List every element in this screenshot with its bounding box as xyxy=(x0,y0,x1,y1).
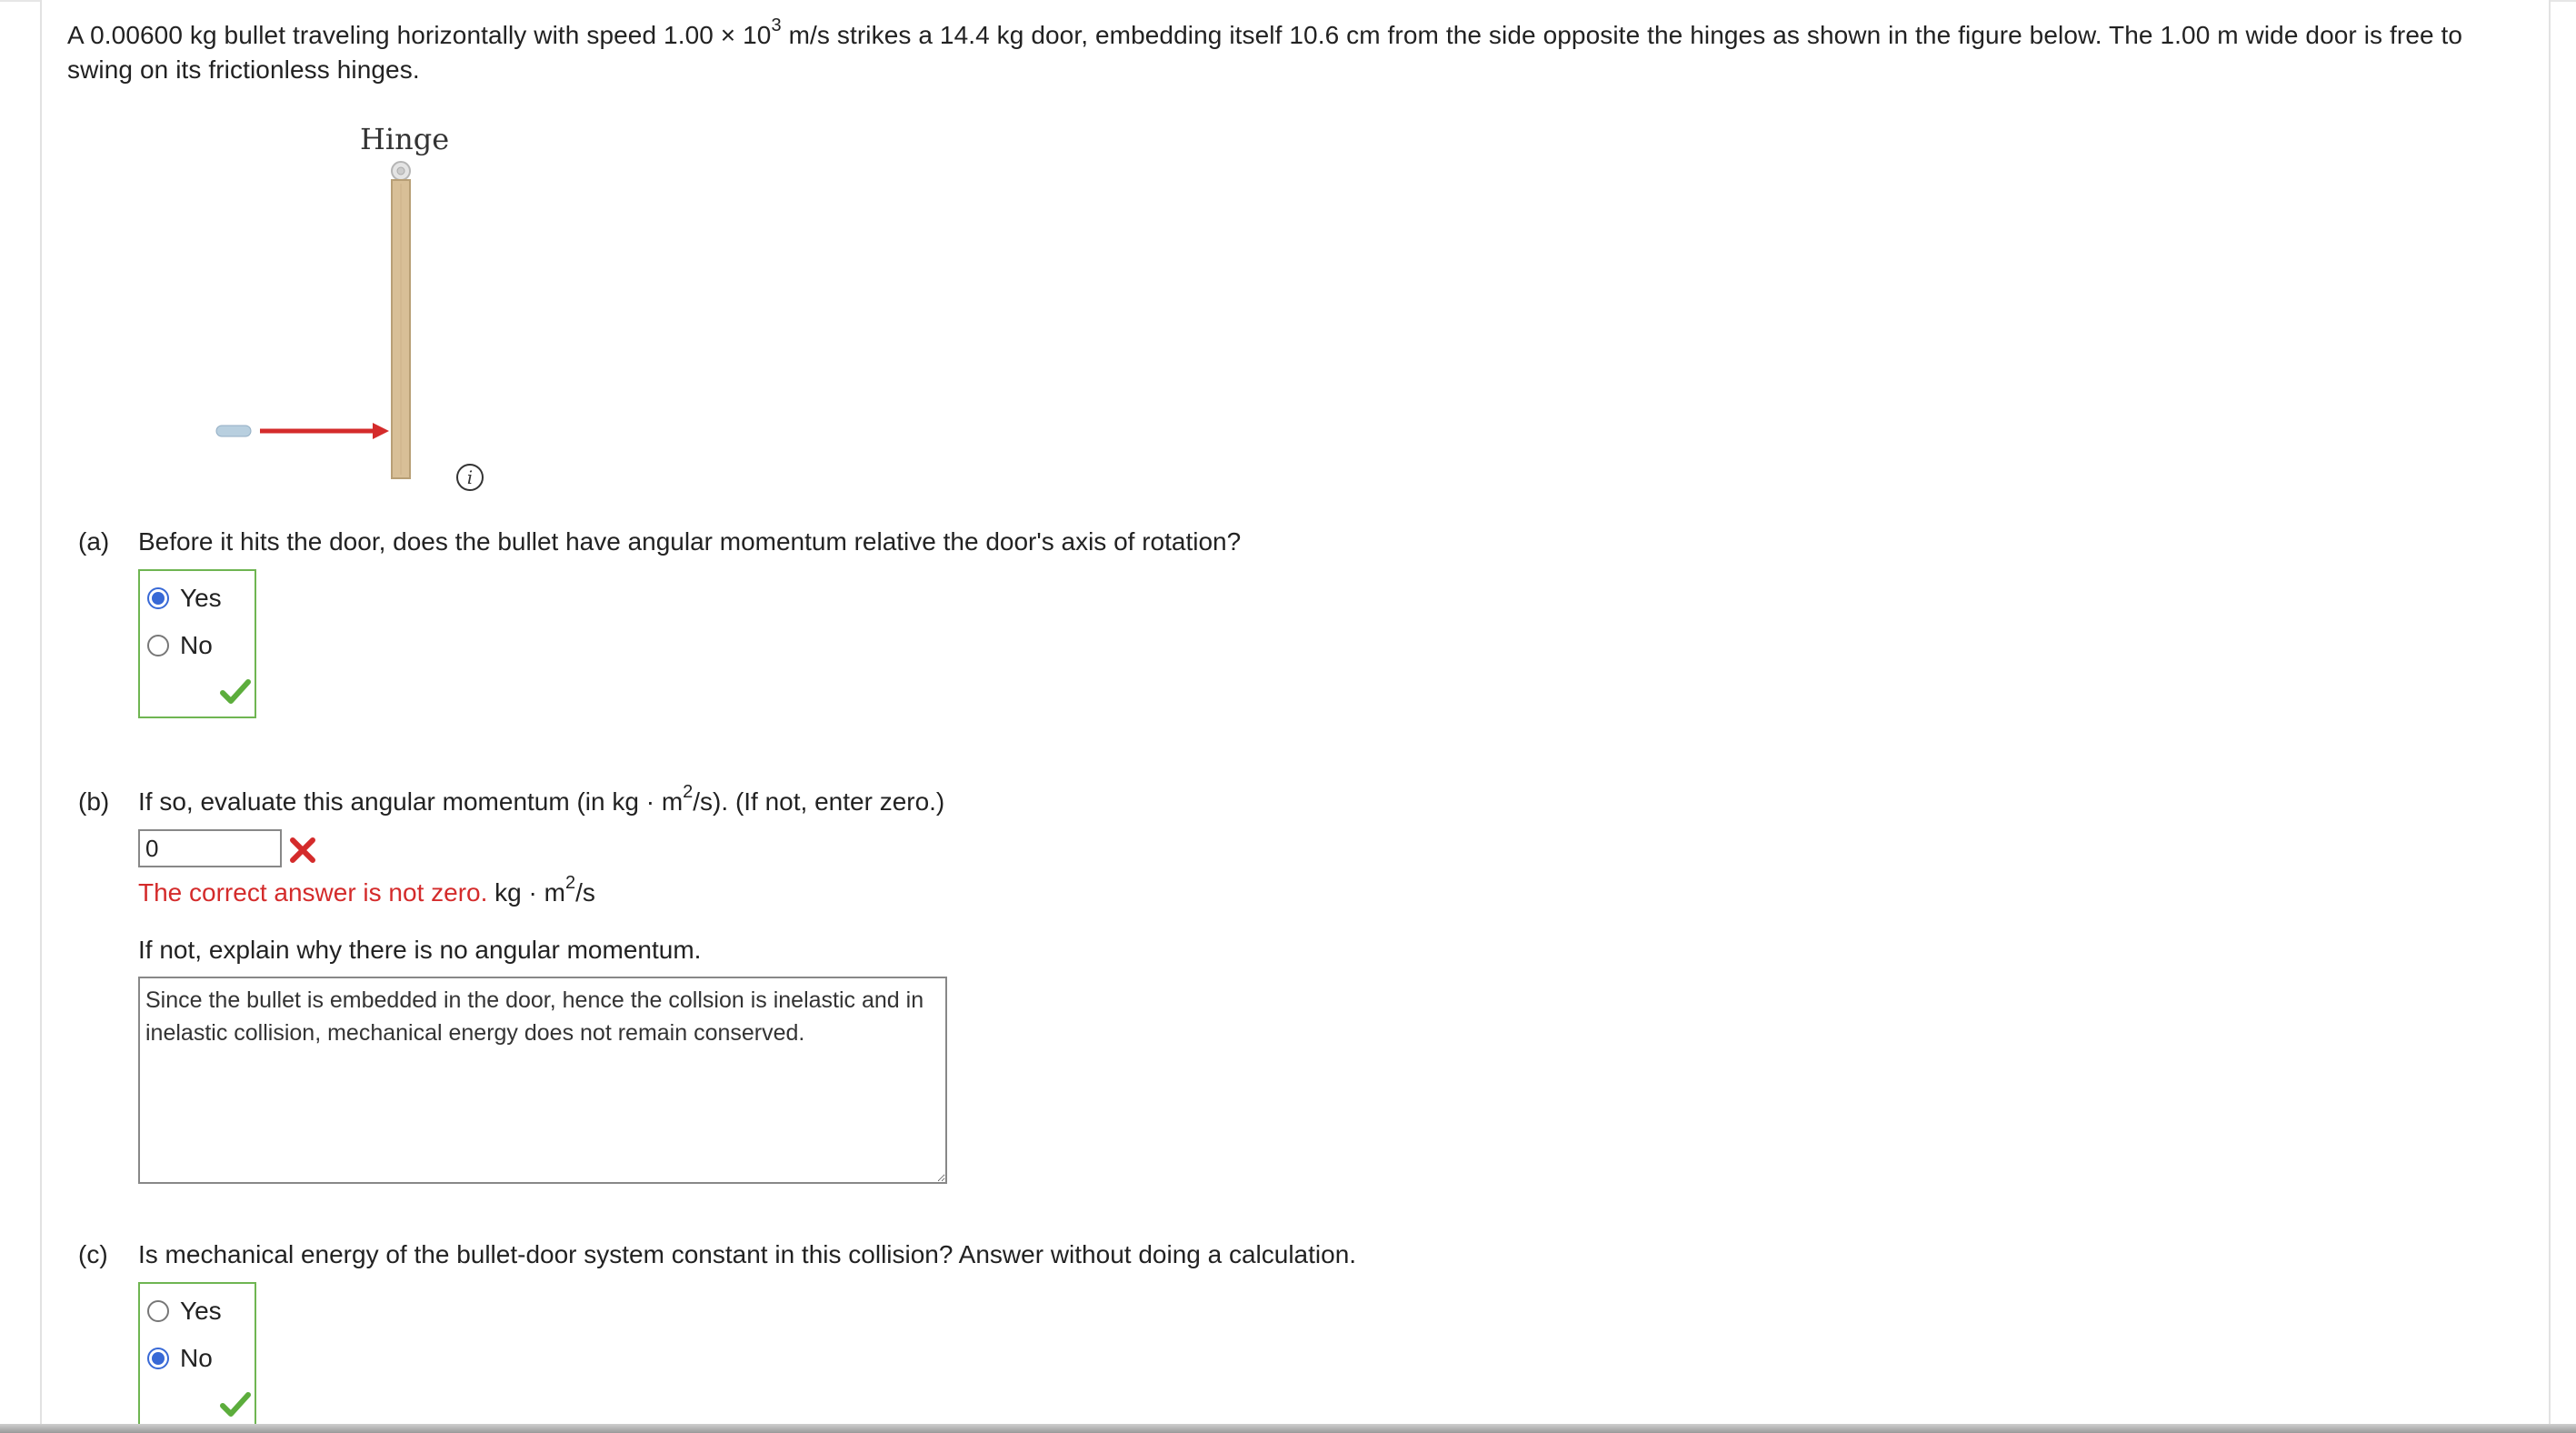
part-c-option-yes[interactable] xyxy=(147,1297,222,1326)
option-label: No xyxy=(180,1344,213,1372)
answer-unit: kg · m xyxy=(487,878,565,907)
option-label: Yes xyxy=(180,584,222,612)
door-diagram xyxy=(200,116,509,498)
incorrect-x-icon xyxy=(287,835,318,866)
part-c-text: Is mechanical energy of the bullet-door system constant in this collision? Answer without doing a calculation. xyxy=(138,1240,1357,1268)
radio-unselected-icon[interactable] xyxy=(147,635,169,656)
part-b-text-start: If so, evaluate this angular momentum (in kg · m xyxy=(138,787,684,816)
bullet xyxy=(216,426,251,436)
info-icon[interactable]: i xyxy=(456,464,484,491)
part-b-exponent: 2 xyxy=(683,781,694,802)
part-c-option-no[interactable] xyxy=(147,1344,213,1373)
part-a-question xyxy=(78,526,1241,558)
part-c-letter: (c) xyxy=(78,1240,108,1268)
hinge-pin-center xyxy=(397,167,404,175)
hinge-label: Hinge xyxy=(360,122,450,156)
answer-input[interactable] xyxy=(138,829,282,867)
part-b-feedback xyxy=(138,872,595,909)
checkmark-icon xyxy=(220,678,251,706)
part-a-letter: (a) xyxy=(78,527,110,556)
part-a-text: Before it hits the door, does the bullet have angular momentum relative the door's axis of rotation? xyxy=(138,527,1242,556)
answer-unit-end: /s xyxy=(575,878,595,907)
problem-exponent: 3 xyxy=(771,15,782,35)
problem-text-end: m/s strikes a 14.4 kg door, embedding itself 10.6 cm from the side opposite the hinges as shown in the figure below. The 1.00 m wide door is free to swing on its frictionless hinges. xyxy=(67,21,2463,84)
problem-statement xyxy=(67,15,2521,87)
door-figure xyxy=(200,116,509,498)
option-label: Yes xyxy=(180,1297,222,1325)
part-a-option-yes[interactable] xyxy=(147,584,222,613)
part-b-question xyxy=(78,781,945,818)
feedback-message: The correct answer is not zero. xyxy=(138,878,488,907)
unit-exponent: 2 xyxy=(564,872,576,893)
explanation-textarea[interactable] xyxy=(138,977,947,1184)
part-c-answer-box xyxy=(138,1282,256,1431)
radio-selected-icon[interactable] xyxy=(147,587,169,609)
radio-unselected-icon[interactable] xyxy=(147,1300,169,1322)
option-label: No xyxy=(180,631,213,659)
explain-prompt: If not, explain why there is no angular momentum. xyxy=(138,936,702,964)
part-a-answer-box xyxy=(138,569,256,718)
radio-selected-icon[interactable] xyxy=(147,1348,169,1369)
part-a-option-no[interactable] xyxy=(147,631,213,660)
velocity-arrow-head xyxy=(373,423,389,439)
problem-text-start: A 0.00600 kg bullet traveling horizontally with speed 1.00 × 10 xyxy=(67,21,772,49)
window-bottom-edge xyxy=(0,1424,2576,1433)
part-b-text-end: /s). (If not, enter zero.) xyxy=(693,787,945,816)
part-b-letter: (b) xyxy=(78,787,110,816)
checkmark-icon xyxy=(220,1391,251,1418)
part-c-question xyxy=(78,1238,1356,1271)
